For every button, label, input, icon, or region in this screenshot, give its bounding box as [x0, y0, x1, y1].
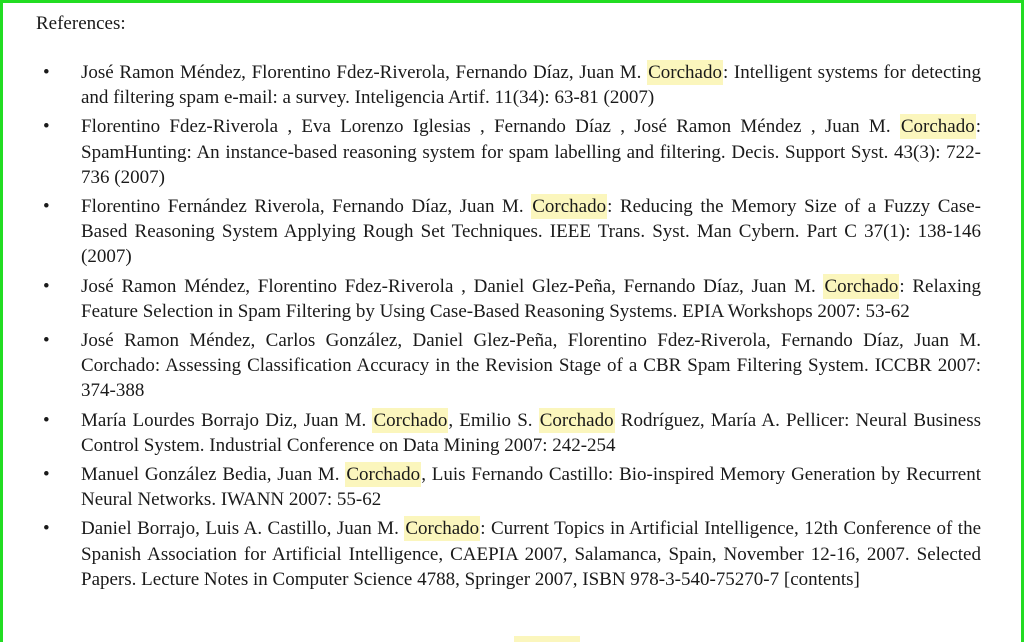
reference-item: [33, 328, 981, 404]
search-highlight: Corchado: [824, 275, 899, 297]
reference-text: : Relaxing Feature Selection in Spam Filtering by Using Case-Based Reasoning Systems. EPIA Workshops 2007: 53-62: [81, 275, 981, 322]
reference-text: : SpamHunting: An instance-based reasoning system for spam labelling and filtering. Decis. Support Syst. 43(3): 722-736 (2007): [81, 116, 981, 188]
search-highlight: Corchado: [532, 196, 607, 218]
reference-text: Manuel González Bedia, Juan M.: [81, 464, 346, 486]
search-highlight: Corchado: [648, 62, 722, 83]
reference-item: [33, 516, 981, 592]
reference-text: Florentino Fdez-Riverola , Eva Lorenzo Iglesias , Fernando Díaz , José Ramon Méndez , Juan M.: [81, 116, 900, 138]
reference-text: Florentino Fernández Riverola, Fernando Díaz, Juan M.: [81, 196, 532, 218]
cutoff-highlight: [514, 636, 580, 642]
reference-item: [33, 462, 981, 512]
reference-text: : Current Topics in Artificial Intelligence, 12th Conference of the Spanish Association for Artificial Intelligence, CAEPIA 2007, Salamanca, Spain, November 12-16, 2007. Selected Papers. Lecture Notes in Computer Science 4788, Springer 2007, ISBN 978-3-540-75270-7 [contents]: [81, 518, 981, 590]
search-highlight: Corchado: [373, 409, 448, 431]
search-highlight: Corchado: [539, 409, 614, 431]
search-highlight: Corchado: [346, 464, 421, 486]
reference-item: [33, 274, 981, 324]
reference-text: : Intelligent systems for detecting and filtering spam e-mail: a survey. Inteligencia Artif. 11(34): 63-81 (2007): [81, 62, 981, 109]
references-heading: References:: [36, 13, 126, 34]
search-highlight: Corchado: [900, 116, 975, 138]
reference-text: José Ramon Méndez, Florentino Fdez-Riverola , Daniel Glez-Peña, Fernando Díaz, Juan M.: [81, 275, 824, 297]
reference-text: , Luis Fernando Castillo: Bio-inspired Memory Generation by Recurrent Neural Networks. IWANN 2007: 55-62: [81, 464, 981, 511]
search-highlight: Corchado: [405, 518, 480, 540]
reference-item: [33, 408, 981, 458]
reference-item: [33, 194, 981, 270]
reference-text: José Ramon Méndez, Florentino Fdez-Riverola, Fernando Díaz, Juan M.: [81, 62, 648, 83]
reference-text: José Ramon Méndez, Carlos González, Daniel Glez-Peña, Florentino Fdez-Riverola, Fernando Díaz, Juan M. Corchado: Assessing Classification Accuracy in the Revision Stage of a CBR Spam Filtering System. ICCBR 2007: 374-388: [81, 330, 981, 402]
reference-text: Daniel Borrajo, Luis A. Castillo, Juan M.: [81, 518, 405, 540]
reference-item: [33, 114, 981, 190]
references-list: [33, 60, 981, 592]
reference-text: Rodríguez, María A. Pellicer: Neural Business Control System. Industrial Conference on Data Mining 2007: 242-254: [81, 409, 981, 456]
reference-text: : Reducing the Memory Size of a Fuzzy Case-Based Reasoning System Applying Rough Set Techniques. IEEE Trans. Syst. Man Cybern. Part C 37(1): 138-146 (2007): [81, 196, 981, 268]
reference-text: María Lourdes Borrajo Diz, Juan M.: [81, 409, 373, 431]
reference-text: , Emilio S.: [448, 409, 539, 431]
reference-item: [33, 60, 981, 110]
